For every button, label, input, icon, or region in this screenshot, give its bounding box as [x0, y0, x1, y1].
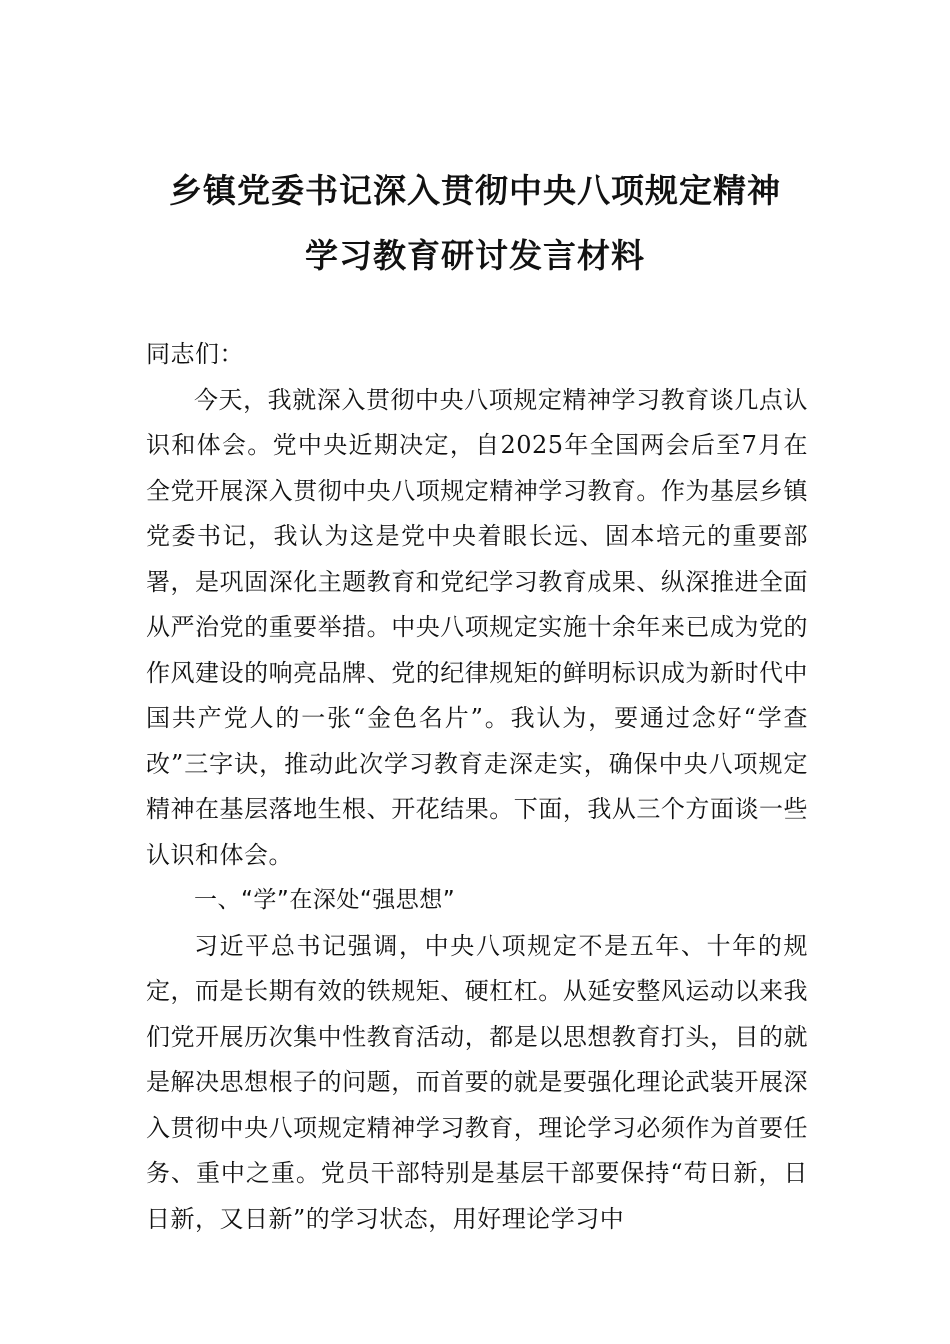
section-heading-1: 一、“学”在深处“强思想” [194, 887, 456, 913]
paragraph-intro: 今天，我就深入贯彻中央八项规定精神学习教育谈几点认识和体会。党中央近期决定，自2025年全国两会后至7月在全党开展深入贯彻中央八项规定精神学习教育。作为基层乡镇党委书记，我认为这是党中央着眼长远、固本培元的重要部署，是巩固深化主题教育和党纪学习教育成果、纵深推进全面从严治党的重要举措。中央八项规定实施十余年来已成为党的作风建设的响亮品牌、党的纪律规矩的鲜明标识成为新时代中国共产党人的一张“金色名片”。我认为，要通过念好“学查改”三字诀，推动此次学习教育走深走实，确保中央八项规定精神在基层落地生根、开花结果。下面，我从三个方面谈一些认识和体会。 [146, 385, 808, 869]
paragraph-section-1: 习近平总书记强调，中央八项规定不是五年、十年的规定，而是长期有效的铁规矩、硬杠杠。从延安整风运动以来我们党开展历次集中性教育活动，都是以思想教育打头，目的就是解决思想根子的问题，而首要的就是要强化理论武装开展深入贯彻中央八项规定精神学习教育，理论学习必须作为首要任务、重中之重。党员干部特别是基层干部要保持“苟日新，日日新，又日新”的学习状态，用好理论学习中 [146, 931, 808, 1233]
salutation: 同志们： [146, 340, 244, 368]
document-title-line-1: 乡镇党委书记深入贯彻中央八项规定精神 [169, 171, 781, 210]
document-title-line-2: 学习教育研讨发言材料 [305, 236, 645, 275]
document-body [146, 332, 808, 1242]
